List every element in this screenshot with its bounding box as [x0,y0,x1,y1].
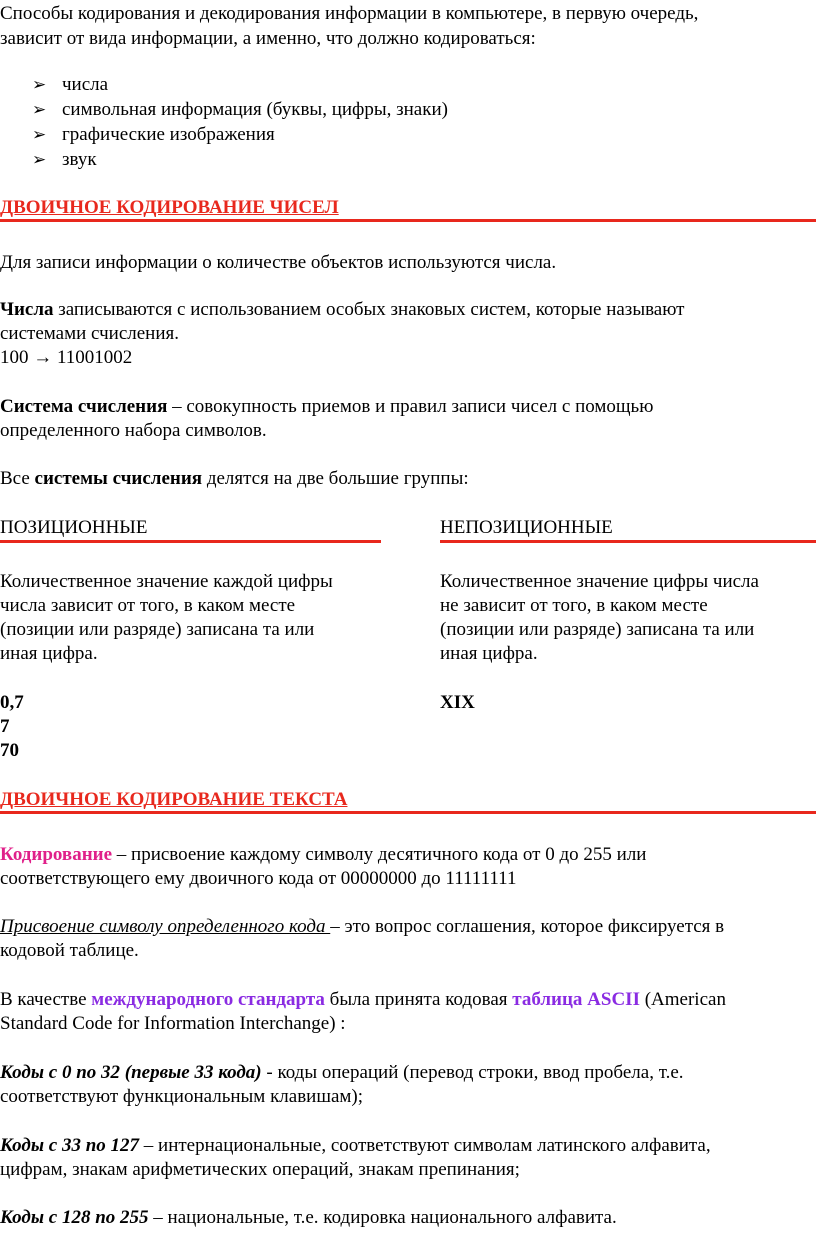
codes-33-127-line-1: Коды с 33 по 127 – интернациональные, соответствуют символам латинского алфавита, [0,1135,711,1156]
heading-divider [0,219,816,222]
codes-128-255: Коды с 128 по 255 – национальные, т.е. кодировка национального алфавита. [0,1207,617,1228]
list-item: ➢ символьная информация (буквы, цифры, знаки) [32,98,448,120]
intro-line-1: Способы кодирования и декодирования информации в компьютере, в первую очередь, [0,3,699,24]
arrow-bullet-icon: ➢ [32,149,47,169]
groups-intro: Все системы счисления делятся на две большие группы: [0,468,469,489]
numeral-system-definition-line-2: определенного набора символов. [0,420,267,441]
list-item: ➢ звук [32,148,97,170]
code-assignment-line-1: Присвоение символу определенного кода – это вопрос соглашения, которое фиксируется в [0,916,725,937]
codes-0-32-line-1: Коды с 0 по 32 (первые 33 кода) - коды операций (перевод строки, ввод пробела, т.е. [0,1062,684,1083]
list-item: ➢ графические изображения [32,123,275,145]
column-divider-left [0,540,381,543]
column-divider-right [440,540,816,543]
binary-example: 100 → 11001002 [0,347,133,368]
column-title-nonpositional: НЕПОЗИЦИОННЫЕ [440,517,613,538]
arrow-bullet-icon: ➢ [32,124,47,144]
nonpositional-examples: XIX [440,692,475,713]
codes-33-127-line-2: цифрам, знакам арифметических операций, знакам препинания; [0,1159,520,1180]
heading-divider [0,811,816,814]
info-types-list [32,72,448,172]
numbers-definition-line-1: Числа записываются с использованием особых знаковых систем, которые называют [0,299,685,320]
code-assignment-line-2: кодовой таблице. [0,940,139,961]
section-heading-numbers: ДВОИЧНОЕ КОДИРОВАНИЕ ЧИСЕЛ [0,197,339,218]
ascii-standard-line-2: Standard Code for Information Interchange) : [0,1013,346,1034]
encoding-definition-line-2: соответствующего ему двоичного кода от 00000000 до 11111111 [0,868,517,889]
arrow-bullet-icon: ➢ [32,99,47,119]
column-title-positional: ПОЗИЦИОННЫЕ [0,517,148,538]
encoding-definition-line-1: Кодирование – присвоение каждому символу десятичного кода от 0 до 255 или [0,844,647,865]
list-item: ➢ числа [32,73,109,95]
nonpositional-description: Количественное значение цифры числа не зависит от того, в каком месте (позиции или разряде) записана та или иная цифра. [440,571,759,664]
arrow-bullet-icon: ➢ [32,74,47,94]
numbers-intro: Для записи информации о количестве объектов используются числа. [0,252,557,273]
section-heading-text: ДВОИЧНОЕ КОДИРОВАНИЕ ТЕКСТА [0,789,348,810]
positional-description: Количественное значение каждой цифры числа зависит от того, в каком месте (позиции или разряде) записана та или иная цифра. [0,571,333,664]
positional-examples: 0,7 7 70 [0,692,24,761]
numeral-system-definition-line-1: Система счисления – совокупность приемов и правил записи чисел с помощью [0,396,654,417]
numbers-definition-line-2: системами счисления. [0,323,179,344]
ascii-standard-line-1: В качестве международного стандарта была принята кодовая таблица ASCII (American [0,989,726,1010]
intro-line-2: зависит от вида информации, а именно, что должно кодироваться: [0,28,536,49]
codes-0-32-line-2: соответствуют функциональным клавишам); [0,1086,364,1107]
